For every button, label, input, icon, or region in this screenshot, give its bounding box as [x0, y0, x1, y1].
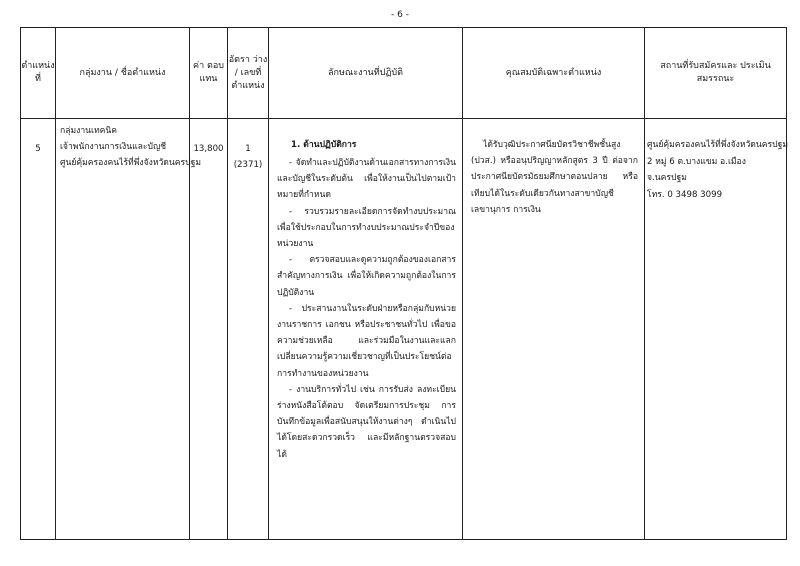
- pos-no: 5: [35, 144, 41, 154]
- qualification-text: ได้รับวุฒิประกาศนียบัตรวิชาชีพชั้นสูง (ปวส.) หรืออนุปริญญาหลักสูตร 3 ปี ต่อจากประกาศนียบัตรมัธยมศึกษาตอนปลาย หรือเทียบได้ในระดับเดียวกันทางสาขาบัญชี เลขานุการ การเงิน: [471, 140, 638, 215]
- vacancy-cell: [228, 119, 269, 540]
- group-title: กลุ่มงานเทคนิค: [60, 126, 118, 136]
- header-qualification: คุณสมบัติเฉพาะตำแหน่ง: [463, 28, 645, 119]
- header-duties: ลักษณะงานที่ปฏิบัติ: [269, 28, 463, 119]
- header-venue: สถานที่รับสมัครและ ประเมินสมรรถนะ: [645, 28, 787, 119]
- duty-item: - ตรวจสอบและดูความถูกต้องของเอกสารสำคัญทางการเงิน เพื่อให้เกิดความถูกต้องในการปฏิบัติงาน: [277, 255, 456, 298]
- table-row: [21, 119, 787, 540]
- venue-line: จ.นครปฐม: [647, 173, 687, 183]
- venue-cell: [645, 119, 787, 540]
- position-title-line2: ศูนย์คุ้มครองคนไร้ที่พึ่งจังหวัดนครปฐม: [60, 158, 201, 168]
- vacancy-number: (2371): [233, 160, 263, 171]
- header-pos-no: ตำแหน่ง ที่: [21, 28, 56, 119]
- group-cell: [56, 119, 201, 540]
- position-table: [20, 27, 787, 540]
- table-header-row: [21, 28, 787, 119]
- duties-cell: [269, 119, 463, 540]
- vacancy-count: 1: [245, 144, 251, 154]
- venue-line: 2 หมู่ 6 ต.บางแขม อ.เมือง: [647, 156, 746, 167]
- venue-line: ศูนย์คุ้มครองคนไร้ที่พึ่งจังหวัดนครปฐม: [647, 140, 788, 150]
- duty-item: - ประสานงานในระดับฝ่ายหรือกลุ่มกับหน่วยงานราชการ เอกชน หรือประชาชนทั่วไป เพื่อขอความช่วยเหลือ และร่วมมือในงานและแลกเปลี่ยนความรู้ความเชี่ยวชาญที่เป็นประโยชน์ต่อการทำงานของหน่วยงาน: [277, 303, 456, 379]
- pos-no-cell: [21, 119, 56, 540]
- venue-line: โทร. 0 3498 3099: [647, 189, 723, 200]
- duty-item: - รวบรวมรายละเอียดการจัดทำงบประมาณ เพื่อใช้ประกอบในการทำงบประมาณประจำปีของหน่วยงาน: [277, 206, 456, 250]
- duty-heading: 1. ด้านปฏิบัติการ: [291, 140, 357, 150]
- rate-value: 13,800: [193, 144, 224, 154]
- header-rate: ค่า ตอบ แทน: [190, 28, 228, 119]
- header-vacancy: อัตรา ว่าง / เลขที่ ตำแหน่ง: [228, 28, 269, 119]
- rate-cell: [190, 119, 228, 540]
- duty-item: - จัดทำและปฏิบัติงานด้านเอกสารทางการเงินและบัญชีในระดับต้น เพื่อให้งานเป็นไปตามเป้าหมายที่กำหนด: [277, 158, 456, 201]
- header-group: กลุ่มงาน / ชื่อตำแหน่ง: [56, 28, 190, 119]
- page-number: - 6 -: [391, 10, 409, 20]
- duty-item: - งานบริการทั่วไป เช่น การรับส่ง ลงทะเบียนร่างหนังสือโต้ตอบ จัดเตรียมการประชุม การบันทึกข้อมูลเพื่อสนับสนุนให้งานต่างๆ ดำเนินไปได้โดยสะดวกรวดเร็ว และมีหลักฐานตรวจสอบได้: [277, 384, 456, 460]
- qualification-cell: [463, 119, 645, 540]
- position-title-line1: เจ้าพนักงานการเงินและบัญชี: [60, 142, 167, 152]
